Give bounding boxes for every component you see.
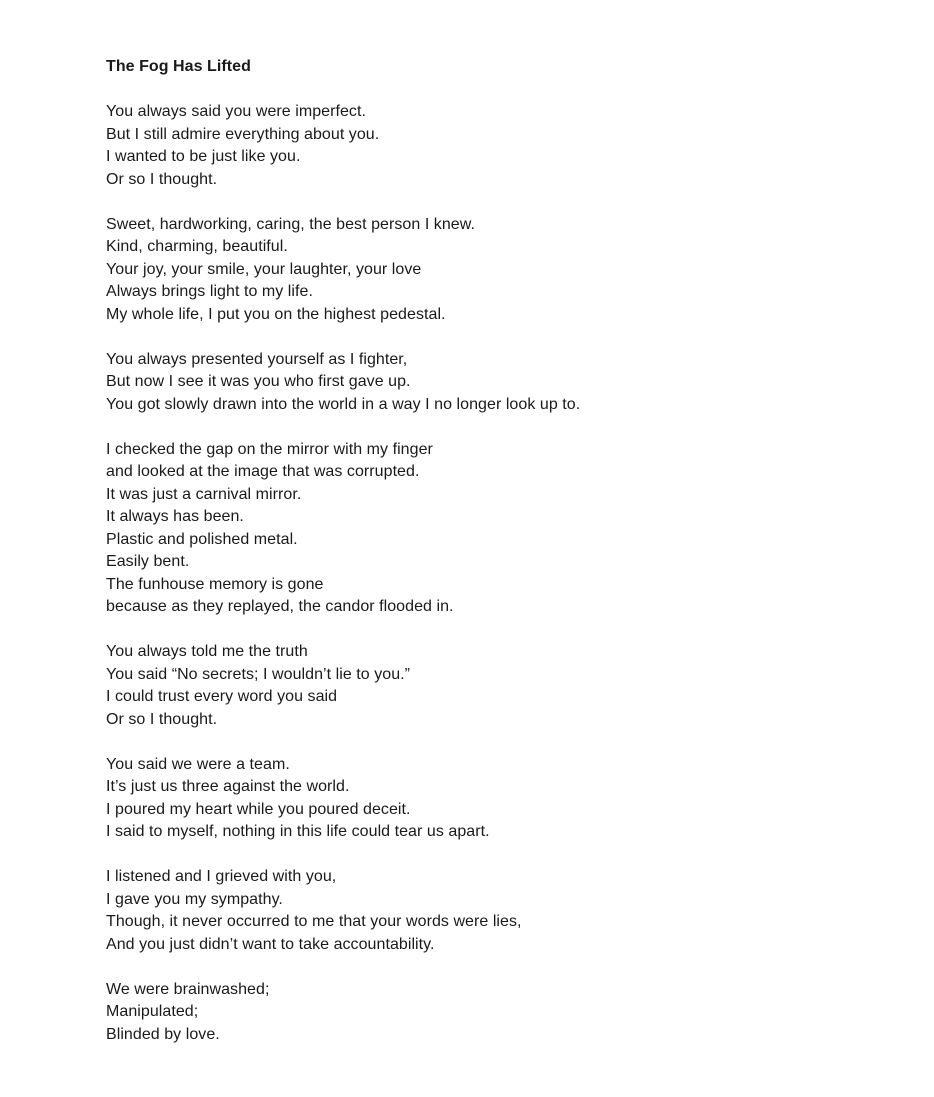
poem-line: It was just a carnival mirror. xyxy=(106,485,302,503)
stanza xyxy=(106,866,886,956)
poem-line: I gave you my sympathy. xyxy=(106,890,283,908)
poem-line: I wanted to be just like you. xyxy=(106,148,301,165)
poem-line: You always said you were imperfect. xyxy=(106,103,366,120)
poem-line: Your joy, your smile, your laughter, your love xyxy=(106,260,422,278)
poem-page xyxy=(106,56,886,1046)
poem-line: Always brings light to my life. xyxy=(106,283,313,300)
poem-line: I said to myself, nothing in this life could tear us apart. xyxy=(106,823,490,840)
stanza xyxy=(106,349,886,417)
stanza xyxy=(106,979,886,1047)
stanza xyxy=(106,214,886,327)
poem-line: Or so I thought. xyxy=(106,170,218,188)
poem-line: I poured my heart while you poured deceit. xyxy=(106,800,411,818)
poem-title: The Fog Has Lifted xyxy=(106,58,251,75)
poem-line: And you just didn’t want to take accountability. xyxy=(106,935,435,953)
poem-line: But I still admire everything about you. xyxy=(106,125,380,143)
stanza xyxy=(106,754,886,844)
poem-line: I listened and I grieved with you, xyxy=(106,868,337,885)
poem-line: Easily bent. xyxy=(106,553,190,570)
poem-line: It always has been. xyxy=(106,508,244,525)
poem-line: Blinded by love. xyxy=(106,1025,220,1043)
poem-line: I could trust every word you said xyxy=(106,688,338,705)
poem-line: Plastic and polished metal. xyxy=(106,530,298,548)
poem-line: You said we were a team. xyxy=(106,755,290,773)
poem-line: You always presented yourself as I fighter, xyxy=(106,350,408,368)
poem-line: My whole life, I put you on the highest pedestal. xyxy=(106,305,446,323)
stanza xyxy=(106,641,886,731)
poem-line: You said “No secrets; I wouldn’t lie to you.” xyxy=(106,665,411,683)
poem-line: Kind, charming, beautiful. xyxy=(106,238,288,255)
poem-line: and looked at the image that was corrupted. xyxy=(106,463,420,480)
poem-line: because as they replayed, the candor flooded in. xyxy=(106,598,454,615)
poem-line: Or so I thought. xyxy=(106,710,218,728)
stanza xyxy=(106,101,886,191)
poem-line: I checked the gap on the mirror with my finger xyxy=(106,440,433,458)
poem-line: The funhouse memory is gone xyxy=(106,575,324,593)
poem-line: It’s just us three against the world. xyxy=(106,778,350,795)
stanza xyxy=(106,439,886,619)
poem-line: Though, it never occurred to me that your words were lies, xyxy=(106,913,522,930)
poem-line: You got slowly drawn into the world in a way I no longer look up to. xyxy=(106,395,581,413)
poem-line: We were brainwashed; xyxy=(106,980,270,998)
poem-line: Sweet, hardworking, caring, the best person I knew. xyxy=(106,215,475,233)
poem-line: But now I see it was you who first gave up. xyxy=(106,373,411,390)
poem-line: Manipulated; xyxy=(106,1003,199,1020)
poem-line: You always told me the truth xyxy=(106,643,308,660)
